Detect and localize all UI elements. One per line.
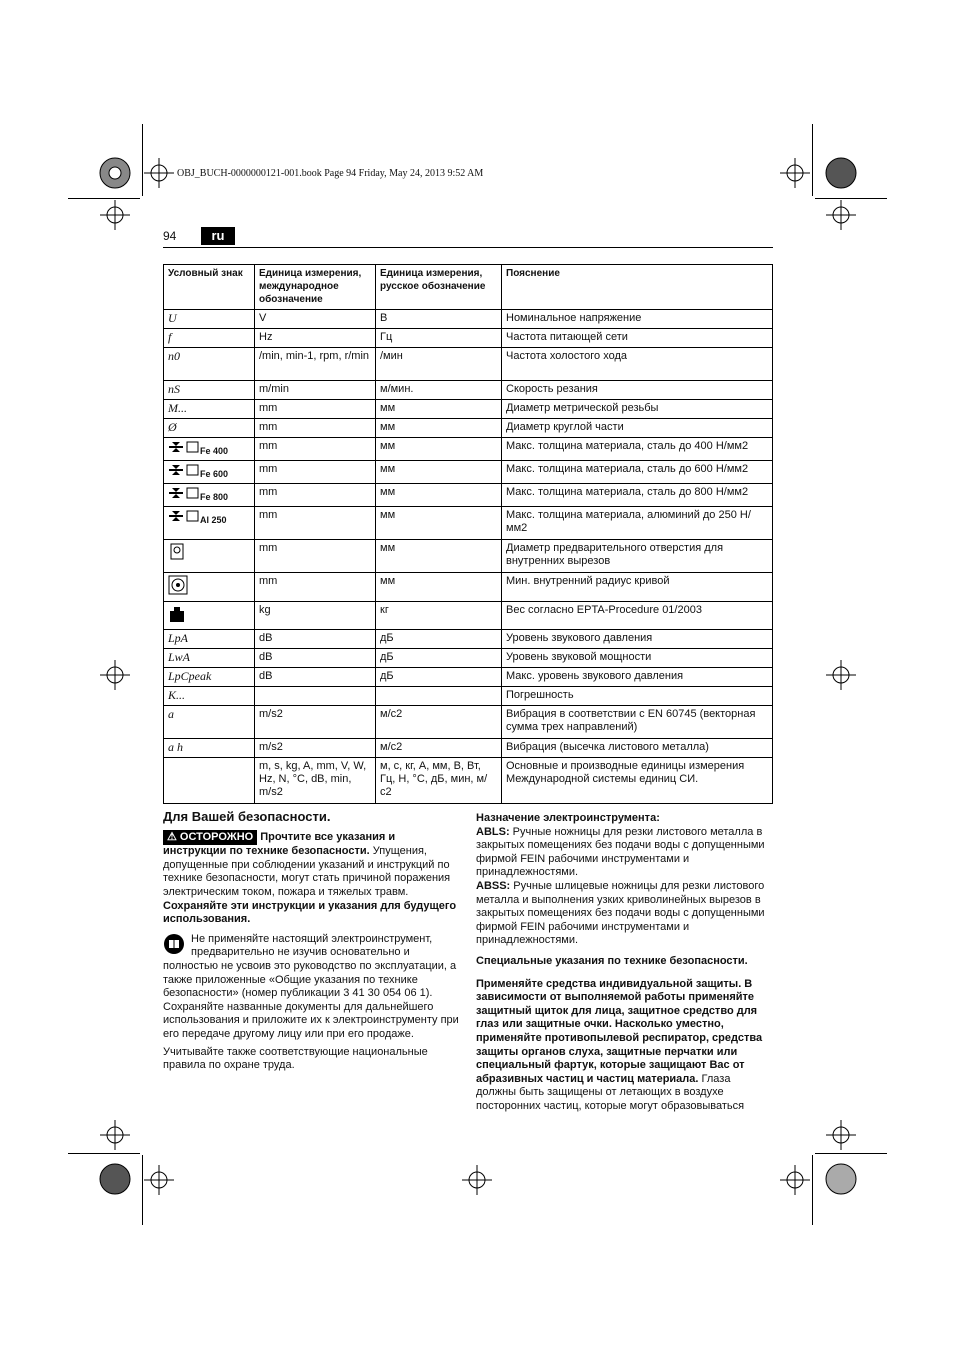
cell-text: dB [259,670,273,682]
column-header: Единица измерения, русское обозначение [376,265,502,310]
weight-icon [168,604,188,624]
cell-text: V [259,312,267,324]
ru-unit-cell [376,507,502,540]
description-cell [502,573,773,602]
warning-text: ОСТОРОЖНО [179,830,254,843]
cell-text: Мин. внутренний радиус кривой [506,575,670,587]
registration-target-icon [98,1162,132,1196]
intl-unit-cell [255,573,376,602]
ru-unit-cell [376,649,502,668]
table-row [164,419,773,438]
pre-drill-hole-icon [168,542,188,562]
intl-unit-cell [255,400,376,419]
cell-text: Уровень звуковой мощности [506,651,652,663]
read-manual-icon [163,933,185,955]
symbol-cell [164,758,255,804]
cell-text: Частота холостого хода [506,350,628,362]
cell-text: U [168,311,177,325]
description-cell [502,348,773,381]
description-cell [502,540,773,573]
page-number: 94 [163,229,177,243]
registration-target-icon [780,158,810,188]
cell-text: /мин [380,350,403,362]
table-row [164,310,773,329]
symbol-cell [164,400,255,419]
symbol-cell [164,630,255,649]
cell-text: мм [380,421,396,433]
cell-text: nS [168,382,180,396]
description-cell [502,649,773,668]
table-row [164,758,773,804]
material-thickness-icon [168,509,200,523]
table-row [164,329,773,348]
intl-unit-cell [255,438,376,461]
ru-unit-cell [376,461,502,484]
cell-text: Hz [259,331,273,343]
ru-unit-cell [376,602,502,630]
symbol-cell [164,310,255,329]
material-thickness-icon [168,486,200,500]
registration-target-icon [824,1162,858,1196]
symbol-cell [164,461,255,484]
symbol-cell [164,438,255,461]
symbol-cell [164,381,255,400]
table-row [164,739,773,758]
cell-text: Номинальное напряжение [506,312,642,324]
intl-unit-cell [255,381,376,400]
symbol-cell [164,329,255,348]
manual-text: Не применяйте настоящий электроинструмент, предварительно не изучив основательно и полностью не усвоив это руководство по эксплуатации, а также приложенные «Общие указания по технике безопасности» (номер публикации 3 41 30 054 06 1). Сохраняйте названные документы для дальнейшего использования и приложите их к электроинструменту при его передаче другому лицу или при его продаже. [163,932,459,1040]
cell-text: LwA [168,650,191,664]
curve-radius-icon [168,575,188,595]
cell-text: mm [259,509,278,521]
cell-text: Макс. толщина материала, сталь до 600 Н/мм2 [506,463,749,475]
table-row [164,687,773,706]
table-row [164,348,773,381]
intl-unit-cell [255,419,376,438]
cell-text: Диаметр предварительного отверстия для внутренних вырезов [506,542,724,567]
registration-target-icon [826,1120,856,1150]
header-rule [163,247,773,248]
print-header: OBJ_BUCH-0000000121-001.book Page 94 Friday, May 24, 2013 9:52 AM [177,168,484,179]
cell-text: dB [259,632,273,644]
cell-text: Ø [168,420,177,434]
purpose-title: Назначение электроинструмента: [476,812,660,824]
description-cell [502,758,773,804]
cell-text: Скорость резания [506,383,598,395]
registration-target-icon [826,660,856,690]
intl-unit-cell [255,649,376,668]
intl-unit-cell [255,348,376,381]
cell-text: Вибрация в соответствии с EN 60745 (векторная сумма трех направлений) [506,708,756,733]
symbol-cell [164,739,255,758]
symbol-cell [164,484,255,507]
registration-target-icon [826,200,856,230]
symbol-cell [164,573,255,602]
ru-unit-cell [376,400,502,419]
cell-text: м, с, кг, А, мм, В, Вт, Гц, Н, °C, дБ, мин, м/с2 [380,760,488,798]
cell-text: Гц [380,331,393,343]
table-row [164,540,773,573]
intl-unit-cell [255,540,376,573]
column-header: Единица измерения, международное обозначение [255,265,376,310]
crop-mark [815,198,887,199]
ru-unit-cell [376,484,502,507]
cell-text: mm [259,542,278,554]
table-row [164,602,773,630]
cell-text: дБ [380,670,394,682]
ru-unit-cell [376,310,502,329]
registration-target-icon [824,156,858,190]
symbol-cell [164,348,255,381]
intl-unit-cell [255,630,376,649]
crop-mark [142,1155,143,1225]
cell-text: mm [259,463,278,475]
intl-unit-cell [255,310,376,329]
ru-unit-cell [376,573,502,602]
cell-text: дБ [380,651,394,663]
cell-text: Вибрация (высечка листового металла) [506,741,709,753]
intl-unit-cell [255,758,376,804]
cell-text: кг [380,604,389,616]
cell-text: мм [380,402,396,414]
intl-unit-cell [255,329,376,348]
abss-label: ABSS: [476,879,511,892]
symbol-cell [164,706,255,739]
cell-text: мм [380,509,396,521]
ru-unit-cell [376,687,502,706]
ru-unit-cell [376,438,502,461]
cell-text: mm [259,486,278,498]
description-cell [502,507,773,540]
registration-target-icon [144,1165,174,1195]
ru-unit-cell [376,630,502,649]
cell-text: мм [380,542,396,554]
cell-text: мм [380,440,396,452]
cell-text: f [168,330,172,344]
material-thickness-icon [168,440,200,454]
symbol-cell [164,649,255,668]
warning-label: ⚠ ОСТОРОЖНО [163,830,257,846]
registration-target-icon [98,156,132,190]
ru-unit-cell [376,706,502,739]
ru-unit-cell [376,419,502,438]
ru-unit-cell [376,758,502,804]
symbol-cell [164,687,255,706]
cell-text: Основные и производные единицы измерения Международной системы единиц СИ. [506,760,745,785]
material-thickness-icon [168,463,200,477]
ppe-text: Глаза должны быть защищены от летающих в воздухе посторонних частиц, которые могут образовываться [476,1072,745,1112]
description-cell [502,329,773,348]
cell-text: m/min [259,383,289,395]
symbol-cell [164,668,255,687]
national-rules: Учитывайте также соответствующие национальные правила по охране труда. [163,1045,428,1072]
spec-table [163,264,773,804]
description-cell [502,419,773,438]
keep-instructions: Сохраняйте эти инструкции и указания для будущего использования. [163,899,457,926]
description-cell [502,706,773,739]
registration-target-icon [462,1165,492,1195]
column-header: Пояснение [502,265,773,310]
cell-text: мм [380,463,396,475]
intl-unit-cell [255,602,376,630]
cell-text: Макс. уровень звукового давления [506,670,684,682]
description-cell [502,484,773,507]
cell-text: Вес согласно EPTA-Procedure 01/2003 [506,604,702,616]
left-column [163,810,459,1073]
crop-mark [812,1155,813,1225]
cell-text: мм [380,575,396,587]
description-cell [502,438,773,461]
cell-text: Диаметр метрической резьбы [506,402,659,414]
intl-unit-cell [255,739,376,758]
cell-text: dB [259,651,273,663]
cell-text: kg [259,604,271,616]
cell-text: м/мин. [380,383,414,395]
intl-unit-cell [255,484,376,507]
table-row [164,573,773,602]
description-cell [502,687,773,706]
description-cell [502,630,773,649]
crop-mark [142,124,143,196]
ru-unit-cell [376,540,502,573]
registration-target-icon [780,1165,810,1195]
registration-target-icon [100,660,130,690]
crop-mark [68,198,140,199]
table-row [164,630,773,649]
read-instructions-text: Упущения, допущенные при соблюдении указаний и инструкций по технике безопасности, могут стать причиной поражения электрическим током, пожара и тяжелых травм. [163,845,451,898]
cell-text: M... [168,401,187,415]
cell-text: /min, min-1, rpm, r/min [259,350,370,362]
cell-text: Частота питающей сети [506,331,628,343]
cell-text: a [168,707,174,721]
cell-text: Уровень звукового давления [506,632,653,644]
cell-text: m, s, kg, A, mm, V, W, Hz, N, °C, dB, min, m/s2 [259,760,367,798]
cell-text: m/s2 [259,741,283,753]
cell-text: Макс. толщина материала, сталь до 400 Н/мм2 [506,440,749,452]
table-row [164,381,773,400]
abls-label: ABLS: [476,825,510,838]
abls-text: Ручные ножницы для резки листового металла в закрытых помещениях без подачи воды с допущенными фирмой FEIN рабочими инструментами и принадлежностями. [476,825,765,879]
ru-unit-cell [376,329,502,348]
cell-text: Fe 800 [200,492,229,502]
description-cell [502,602,773,630]
table-row [164,484,773,507]
intl-unit-cell [255,507,376,540]
section-title: Для Вашей безопасности. [163,809,331,824]
description-cell [502,668,773,687]
registration-target-icon [100,200,130,230]
cell-text: mm [259,440,278,452]
description-cell [502,310,773,329]
read-instructions: Прочтите все указания и инструкции по технике безопасности. [163,830,396,858]
registration-target-icon [144,158,174,188]
table-row [164,461,773,484]
cell-text: В [380,312,388,324]
symbol-cell [164,507,255,540]
ru-unit-cell [376,739,502,758]
cell-text: mm [259,402,278,414]
abss-text: Ручные шлицевые ножницы для резки листового металла и выполнения узких криволинейных вырезов в закрытых помещениях без подачи воды с допущенными фирмой FEIN рабочими инструментами и принадлежностями. [476,879,765,947]
cell-text: Al 250 [200,515,227,525]
language-badge: ru [201,227,235,245]
ppe-instruction: Применяйте средства индивидуальной защиты. В зависимости от выполняемой работы применяйте защитный щиток для лица, защитное средство для глаз или защитные очки. Насколько уместно, применяйте противопылевой респиратор, средства защиты органов слуха, защитные перчатки или специальный фартук, которые защищают Вас от абразивных частиц и частиц материала. [476,977,763,1085]
intl-unit-cell [255,687,376,706]
cell-text: LpA [168,631,189,645]
table-row [164,668,773,687]
right-column [476,812,773,1113]
cell-text: Fe 400 [200,446,229,456]
cell-text: n0 [168,349,180,363]
ru-unit-cell [376,348,502,381]
cell-text: Макс. толщина материала, алюминий до 250 Н/мм2 [506,509,751,534]
table-row [164,438,773,461]
table-row [164,400,773,419]
column-header: Условный знак [164,265,255,310]
cell-text: m/s2 [259,708,283,720]
crop-mark [68,1153,140,1154]
description-cell [502,400,773,419]
table-row [164,649,773,668]
cell-text: м/с2 [380,708,403,720]
cell-text: K... [168,688,186,702]
cell-text: мм [380,486,396,498]
intl-unit-cell [255,668,376,687]
cell-text: Fe 600 [200,469,229,479]
crop-mark [812,124,813,196]
description-cell [502,739,773,758]
symbol-cell [164,602,255,630]
special-title: Специальные указания по технике безопасности. [476,954,748,967]
symbol-cell [164,540,255,573]
crop-mark [815,1153,887,1154]
cell-text: mm [259,421,278,433]
cell-text: a h [168,740,183,754]
ru-unit-cell [376,668,502,687]
cell-text: Погрешность [506,689,574,701]
intl-unit-cell [255,706,376,739]
symbol-cell [164,419,255,438]
table-row [164,706,773,739]
cell-text: Макс. толщина материала, сталь до 800 Н/мм2 [506,486,749,498]
cell-text: Диаметр круглой части [506,421,624,433]
intl-unit-cell [255,461,376,484]
cell-text: дБ [380,632,394,644]
cell-text: м/с2 [380,741,403,753]
cell-text: mm [259,575,278,587]
cell-text: LpCpeak [168,669,212,683]
description-cell [502,381,773,400]
description-cell [502,461,773,484]
registration-target-icon [100,1120,130,1150]
table-row [164,507,773,540]
ru-unit-cell [376,381,502,400]
